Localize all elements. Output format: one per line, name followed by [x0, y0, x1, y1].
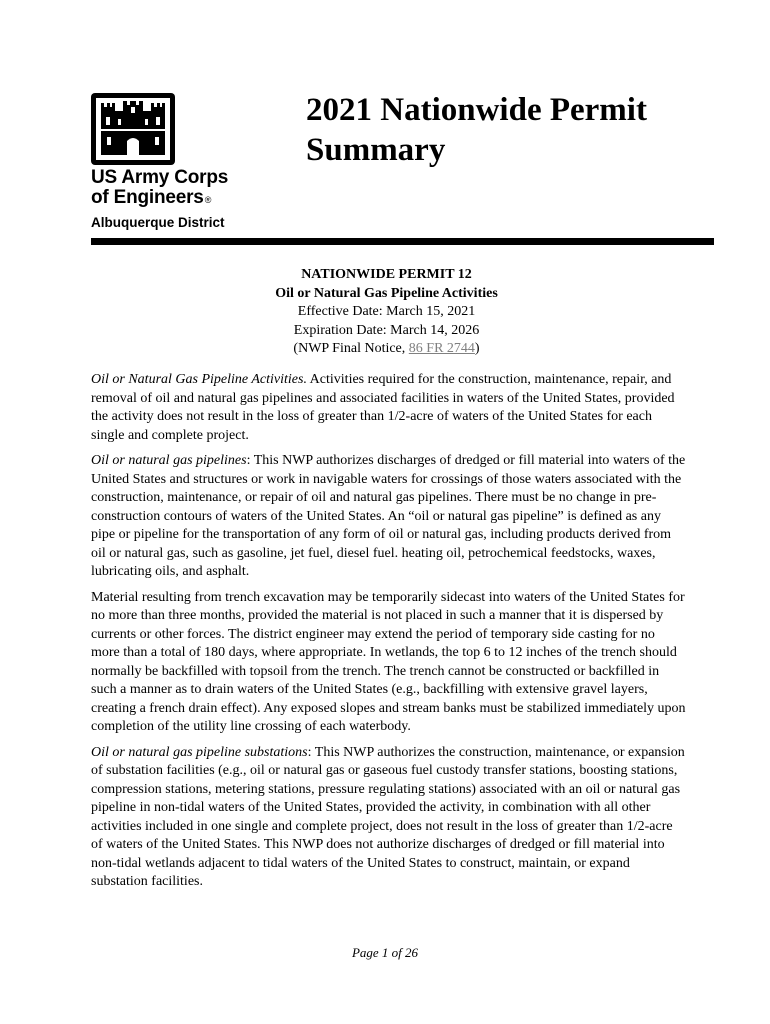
paragraph-text: : This NWP authorizes the construction, maintenance, or expansion of substation facilities (e.g., oil or natural gas or gaseous fuel custody transfer stations, boosting stations, compression stations, metering stations, pressure regulating stations) associated with an oil or natural gas pipeline in non-tidal waters of the United States, provided the activity, in combination with all other activities included in one single and complete project, does not result in the loss of greater than 1/2-acre of waters of the United States. This NWP does not authorize discharges of dredged or fill material into non-tidal wetlands adjacent to tidal waters of the United States to construct, maintain, or expand substation facilities. — [91, 744, 685, 889]
district-name: Albuquerque District — [91, 215, 225, 230]
permit-body — [91, 371, 686, 899]
paragraph-text: : This NWP authorizes discharges of dredged or fill material into waters of the United States and structures or work in navigable waters for crossings of those waters associated with the construction, maintenance, or repair of oil and natural gas pipelines. There must be no change in pre-construction contours of waters of the United States. An “oil or natural gas pipeline” is defined as any pipe or pipeline for the transportation of any form of oil or natural gas, including products derived from oil or natural gas, such as gasoline, jet fuel, diesel fuel. heating oil, petrochemical feedstocks, waxes, lubricating oils, and asphalt. — [91, 453, 686, 579]
paragraph-pipelines — [91, 452, 686, 582]
paragraph-lead: Oil or natural gas pipelines — [91, 453, 247, 468]
permit-header — [91, 266, 682, 359]
registered-mark: ® — [204, 195, 212, 205]
paragraph-lead: Oil or Natural Gas Pipeline Activities. — [91, 372, 307, 387]
paragraph-substations — [91, 744, 686, 892]
castle-icon — [91, 93, 175, 165]
paragraph-text: Activities required for the construction, maintenance, repair, and removal of oil and natural gas pipelines and associated facilities in waters of the United States, provided the activity does not result in the loss of greater than 1/2-acre of waters of the United States for each single and complete project. — [91, 372, 675, 443]
page-number: Page 1 of 26 — [351, 945, 419, 960]
org-name-line1: US Army Corps — [91, 167, 229, 188]
final-notice-suffix: ) — [474, 341, 480, 356]
document-title — [306, 90, 726, 170]
final-notice-prefix: (NWP Final Notice, — [293, 341, 409, 356]
final-notice-line — [91, 340, 682, 359]
header-divider — [91, 238, 714, 245]
document-title-line1: 2021 Nationwide Permit — [306, 92, 647, 128]
paragraph-lead: Oil or natural gas pipeline substations — [91, 744, 308, 760]
usace-logo-block — [91, 93, 291, 230]
org-name — [91, 168, 291, 210]
org-name-line2-text: of Engineers — [91, 187, 204, 208]
paragraph-pipeline-activities — [91, 371, 686, 445]
org-name-line2 — [91, 188, 291, 210]
paragraph-trench-excavation — [91, 589, 686, 737]
paragraph-text: Material resulting from trench excavation may be temporarily sidecast into waters of the United States for no more than three months, provided the material is not placed in such a manner that it is dispersed by currents or other forces. The district engineer may extend the period of temporary side casting for no more than a total of 180 days, where appropriate. In wetlands, the top 6 to 12 inches of the trench should normally be backfilled with topsoil from the trench. The trench cannot be constructed or backfilled in such a manner as to drain waters of the United States (e.g., backfilling with extensive gravel layers, creating a french drain effect). Any exposed slopes and stream banks must be stabilized immediately upon completion of the utility line crossing of each waterbody. — [91, 589, 686, 734]
permit-number: NATIONWIDE PERMIT 12 — [301, 267, 472, 282]
federal-register-link[interactable]: 86 FR 2744 — [408, 341, 475, 356]
document-title-line2: Summary — [306, 132, 446, 168]
expiration-date: Expiration Date: March 14, 2026 — [293, 322, 480, 338]
permit-name: Oil or Natural Gas Pipeline Activities — [275, 285, 498, 301]
effective-date: Effective Date: March 15, 2021 — [297, 304, 476, 319]
